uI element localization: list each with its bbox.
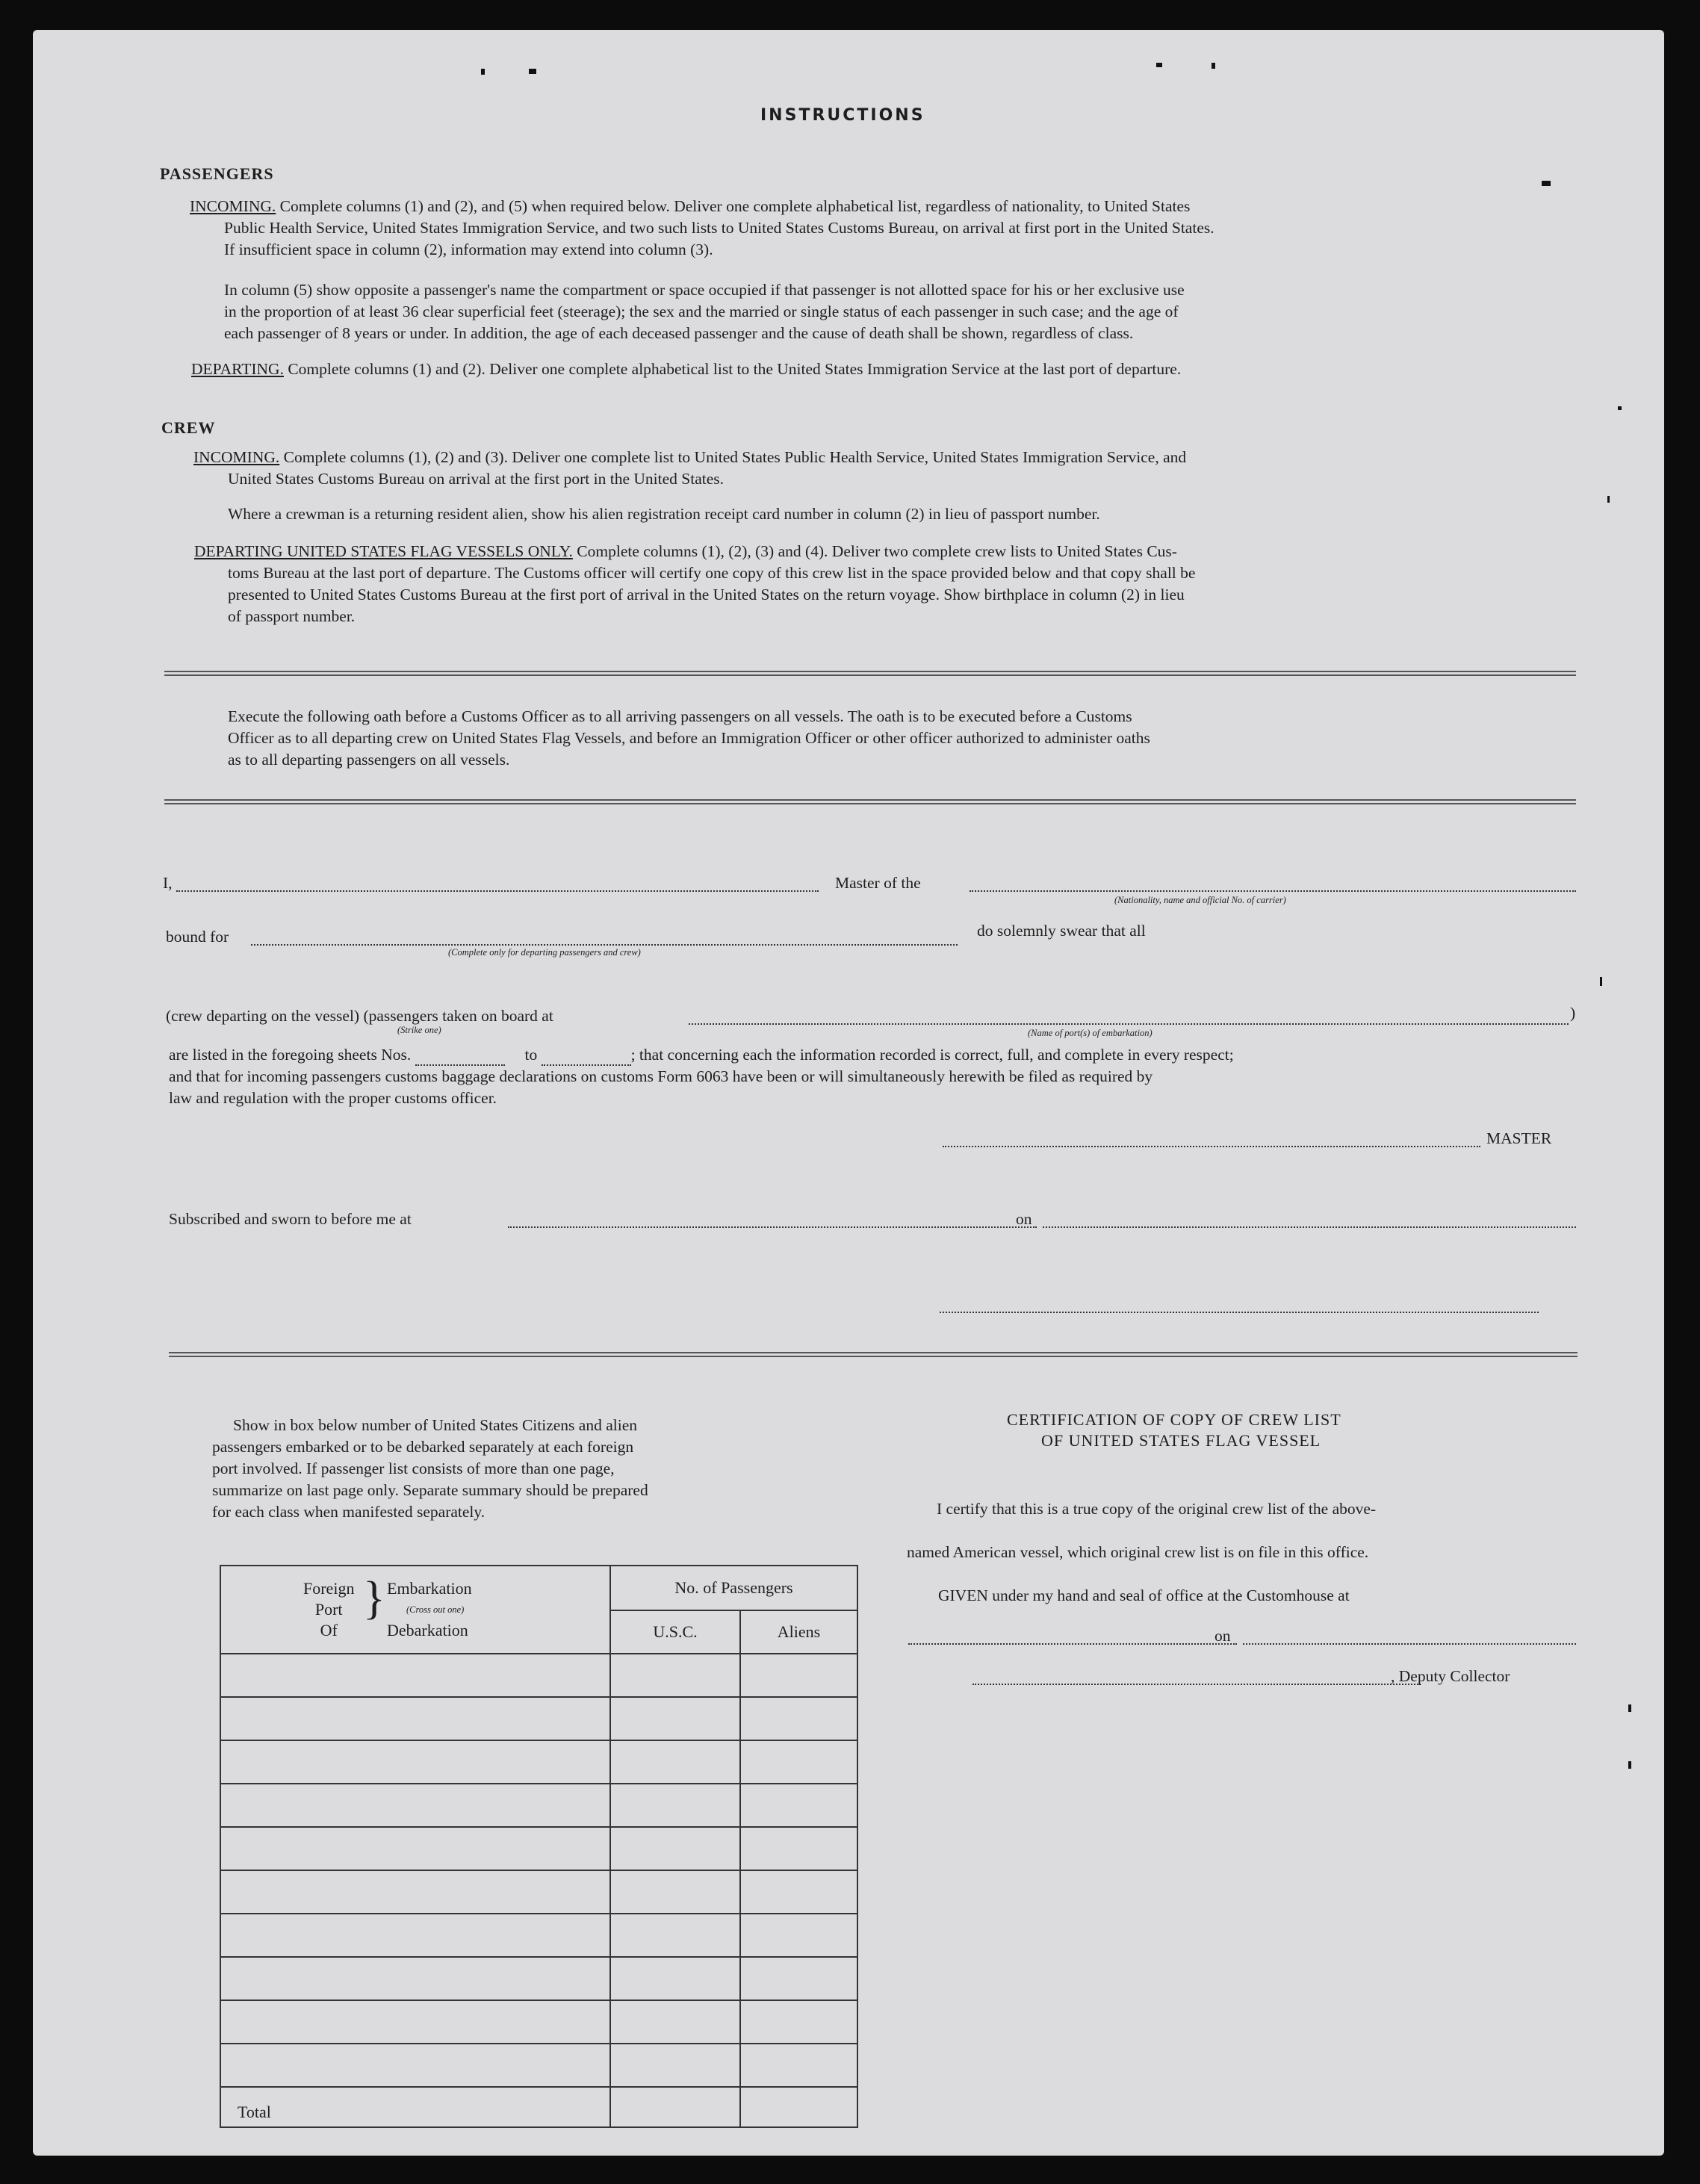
aliens-cell[interactable]	[740, 1784, 857, 1827]
ports-caption: (Name of port(s) of embarkation)	[1028, 1028, 1153, 1038]
passengers-incoming-text-1: Complete columns (1) and (2), and (5) when required below. Deliver one complete alphabetical list, regardless of nationality, to United States	[279, 197, 1191, 215]
summary-line-5: for each class when manifested separately.	[212, 1503, 486, 1521]
certification-on-label: on	[1214, 1627, 1231, 1645]
port-label-1: Foreign	[303, 1579, 355, 1598]
master-signature-field[interactable]	[943, 1146, 1480, 1147]
total-label: Total	[220, 2087, 610, 2127]
scan-speck	[1156, 63, 1162, 67]
usc-cell[interactable]	[610, 1654, 740, 1697]
crew-heading: CREW	[161, 418, 216, 437]
aliens-cell[interactable]	[740, 1740, 857, 1784]
sheets-prefix: are listed in the foregoing sheets Nos.	[169, 1046, 412, 1064]
passengers-incoming-line-3: If insufficient space in column (2), information may extend into column (3).	[224, 241, 713, 258]
port-label-2: Port	[314, 1600, 343, 1619]
column5-line-3: each passenger of 8 years or under. In addition, the age of each deceased passenger and the cause of death shall be shown, regardless of class.	[224, 324, 1134, 342]
port-header-cell	[220, 1566, 610, 1654]
passengers-heading: PASSENGERS	[160, 164, 274, 183]
scan-speck	[1212, 63, 1215, 69]
crew-departing-text-1: Complete columns (1), (2), (3) and (4). Deliver two complete crew lists to United States Cus-	[577, 542, 1177, 560]
swear-text: do solemnly swear that all	[977, 922, 1146, 940]
total-usc-cell[interactable]	[610, 2087, 740, 2127]
oath-intro-line-2: Officer as to all departing crew on United States Flag Vessels, and before an Immigration Officer or other officer authorized to administer oaths	[228, 729, 1150, 747]
scan-speck	[529, 69, 536, 74]
aliens-cell[interactable]	[740, 1654, 857, 1697]
table-row	[220, 2000, 857, 2044]
port-cell[interactable]	[220, 2044, 610, 2087]
aliens-cell[interactable]	[740, 2000, 857, 2044]
certification-line-3: GIVEN under my hand and seal of office at the Customhouse at	[938, 1586, 1350, 1604]
usc-cell[interactable]	[610, 1957, 740, 2000]
scan-speck	[481, 69, 485, 75]
aliens-cell[interactable]	[740, 1957, 857, 2000]
table-row	[220, 1654, 857, 1697]
oath-intro-line-3: as to all departing passengers on all vessels.	[228, 751, 510, 769]
passenger-summary-table	[220, 1565, 858, 2128]
divider-2	[164, 799, 1576, 804]
master-label: MASTER	[1486, 1129, 1552, 1147]
total-row	[220, 2087, 857, 2127]
aliens-header: Aliens	[740, 1610, 857, 1654]
certification-line-1: I certify that this is a true copy of the original crew list of the above-	[937, 1500, 1377, 1518]
table-row	[220, 1697, 857, 1740]
cross-out-caption: (Cross out one)	[406, 1604, 465, 1615]
port-cell[interactable]	[220, 1784, 610, 1827]
ports-field[interactable]	[689, 1023, 1569, 1025]
crew-incoming-line-1	[193, 447, 1186, 468]
crew-departing-line-1	[194, 541, 1177, 562]
carrier-caption: (Nationality, name and official No. of carrier)	[1114, 895, 1286, 905]
deputy-collector-signature-field[interactable]	[972, 1684, 1421, 1685]
usc-cell[interactable]	[610, 1784, 740, 1827]
passengers-incoming-label: INCOMING.	[190, 197, 276, 215]
port-cell[interactable]	[220, 1914, 610, 1957]
passengers-departing-text: Complete columns (1) and (2). Deliver one complete alphabetical list to the United States Immigration Service at the last port of departure.	[288, 360, 1182, 378]
table-row	[220, 1914, 857, 1957]
column5-line-1: In column (5) show opposite a passenger's name the compartment or space occupied if that passenger is not allotted space for his or her exclusive use	[224, 281, 1185, 299]
sheet-to-field[interactable]	[542, 1049, 631, 1066]
table-row	[220, 1740, 857, 1784]
carrier-field[interactable]	[970, 890, 1576, 892]
table-row	[220, 1957, 857, 2000]
aliens-cell[interactable]	[740, 2044, 857, 2087]
aliens-cell[interactable]	[740, 1697, 857, 1740]
usc-header: U.S.C.	[610, 1610, 740, 1654]
scan-speck	[1600, 977, 1602, 986]
certification-date-field[interactable]	[1243, 1643, 1576, 1645]
usc-cell[interactable]	[610, 2000, 740, 2044]
port-cell[interactable]	[220, 1654, 610, 1697]
oath-i-label: I,	[163, 874, 173, 892]
summary-line-2: passengers embarked or to be debarked separately at each foreign	[212, 1438, 634, 1456]
divider-3	[169, 1352, 1578, 1357]
column5-line-2: in the proportion of at least 36 clear superficial feet (steerage); the sex and the married or single status of each passenger in such case; and the age of	[224, 303, 1179, 320]
table-row	[220, 1827, 857, 1870]
instructions-title: INSTRUCTIONS	[760, 106, 925, 125]
bound-for-label: bound for	[166, 928, 229, 946]
crew-departing-flag-label: DEPARTING UNITED STATES FLAG VESSELS ONLY.	[194, 542, 573, 560]
table-row	[220, 1870, 857, 1914]
scan-speck	[1628, 1704, 1631, 1712]
subscribed-label: Subscribed and sworn to before me at	[169, 1210, 412, 1228]
deputy-collector-label: , Deputy Collector	[1391, 1667, 1510, 1685]
master-of-label: Master of the	[835, 874, 921, 892]
summary-line-3: port involved. If passenger list consists of more than one page,	[212, 1459, 615, 1477]
crew-resident-alien-text: Where a crewman is a returning resident alien, show his alien registration receipt card number in column (2) in lieu of passport number.	[228, 505, 1100, 523]
close-paren: )	[1570, 1004, 1576, 1022]
passengers-incoming-line-2: Public Health Service, United States Immigration Service, and two such lists to United States Customs Bureau, on arrival at first port in the United States.	[224, 219, 1214, 237]
port-cell[interactable]	[220, 1740, 610, 1784]
sheet-from-field[interactable]	[415, 1049, 505, 1066]
usc-cell[interactable]	[610, 1914, 740, 1957]
usc-cell[interactable]	[610, 1827, 740, 1870]
summary-line-1: Show in box below number of United States Citizens and alien	[233, 1416, 637, 1434]
total-aliens-cell[interactable]	[740, 2087, 857, 2127]
certification-title-2: OF UNITED STATES FLAG VESSEL	[1041, 1431, 1321, 1450]
aliens-cell[interactable]	[740, 1914, 857, 1957]
port-cell[interactable]	[220, 1870, 610, 1914]
oath-line-3: law and regulation with the proper customs officer.	[169, 1089, 497, 1107]
customhouse-field[interactable]	[908, 1643, 1237, 1645]
certification-line-2: named American vessel, which original crew list is on file in this office.	[907, 1543, 1369, 1561]
aliens-cell[interactable]	[740, 1870, 857, 1914]
officer-signature-field[interactable]	[940, 1312, 1539, 1313]
crew-departing-text: (crew departing on the vessel) (passengers taken on board at	[166, 1007, 553, 1025]
port-cell[interactable]	[220, 1697, 610, 1740]
crew-departing-line-3: presented to United States Customs Bureau at the first port of arrival in the United States on the return voyage. Show birthplace in column (2) in lieu	[228, 586, 1185, 604]
passengers-departing-line	[191, 359, 1181, 380]
bound-for-field[interactable]	[251, 944, 958, 946]
bound-for-caption: (Complete only for departing passengers and crew)	[448, 947, 641, 958]
port-cell[interactable]	[220, 2000, 610, 2044]
oath-line-2: and that for incoming passengers customs baggage declarations on customs Form 6063 have been or will simultaneously herewith be filed as required by	[169, 1067, 1153, 1085]
summary-line-4: summarize on last page only. Separate summary should be prepared	[212, 1481, 648, 1499]
certification-title-1: CERTIFICATION OF COPY OF CREW LIST	[1007, 1410, 1341, 1429]
subscribed-place-field[interactable]	[508, 1226, 1037, 1228]
scan-speck	[1628, 1761, 1631, 1769]
table-header-row	[220, 1566, 857, 1610]
aliens-cell[interactable]	[740, 1827, 857, 1870]
port-cell[interactable]	[220, 1827, 610, 1870]
usc-cell[interactable]	[610, 2044, 740, 2087]
crew-incoming-line-2: United States Customs Bureau on arrival at the first port in the United States.	[228, 470, 724, 488]
crew-departing-line-4: of passport number.	[228, 607, 356, 625]
subscribed-on-label: on	[1016, 1210, 1032, 1228]
sheets-line	[169, 1044, 1234, 1066]
table-row	[220, 2044, 857, 2087]
usc-cell[interactable]	[610, 1870, 740, 1914]
usc-cell[interactable]	[610, 1697, 740, 1740]
passengers-incoming-line-1	[190, 196, 1190, 217]
table-row	[220, 1784, 857, 1827]
form-sheet	[33, 30, 1664, 2156]
passengers-departing-label: DEPARTING.	[191, 360, 284, 378]
embarkation-label: Embarkation	[387, 1579, 472, 1598]
sheets-suffix: ; that concerning each the information recorded is correct, full, and complete in every respect;	[630, 1046, 1234, 1064]
strike-one-caption: (Strike one)	[397, 1025, 441, 1035]
crew-incoming-text-1: Complete columns (1), (2) and (3). Deliver one complete list to United States Public Health Service, United States Immigration Service, and	[283, 448, 1187, 466]
brace-icon: }	[363, 1573, 385, 1624]
master-name-field[interactable]	[176, 890, 819, 892]
subscribed-date-field[interactable]	[1043, 1226, 1576, 1228]
sheets-to-label: to	[524, 1046, 538, 1064]
oath-intro-line-1: Execute the following oath before a Customs Officer as to all arriving passengers on all vessels. The oath is to be executed before a Customs	[228, 707, 1132, 725]
scan-speck	[1542, 181, 1551, 186]
port-label-3: Of	[320, 1621, 338, 1639]
usc-cell[interactable]	[610, 1740, 740, 1784]
crew-departing-line-2: toms Bureau at the last port of departure. The Customs officer will certify one copy of this crew list in the space provided below and that copy shall be	[228, 564, 1196, 582]
no-of-passengers-header: No. of Passengers	[610, 1566, 857, 1610]
crew-incoming-label: INCOMING.	[193, 448, 280, 466]
scan-speck	[1607, 496, 1610, 503]
debarkation-label: Debarkation	[387, 1621, 468, 1639]
scan-speck	[1618, 406, 1622, 410]
divider-1	[164, 671, 1576, 676]
port-cell[interactable]	[220, 1957, 610, 2000]
